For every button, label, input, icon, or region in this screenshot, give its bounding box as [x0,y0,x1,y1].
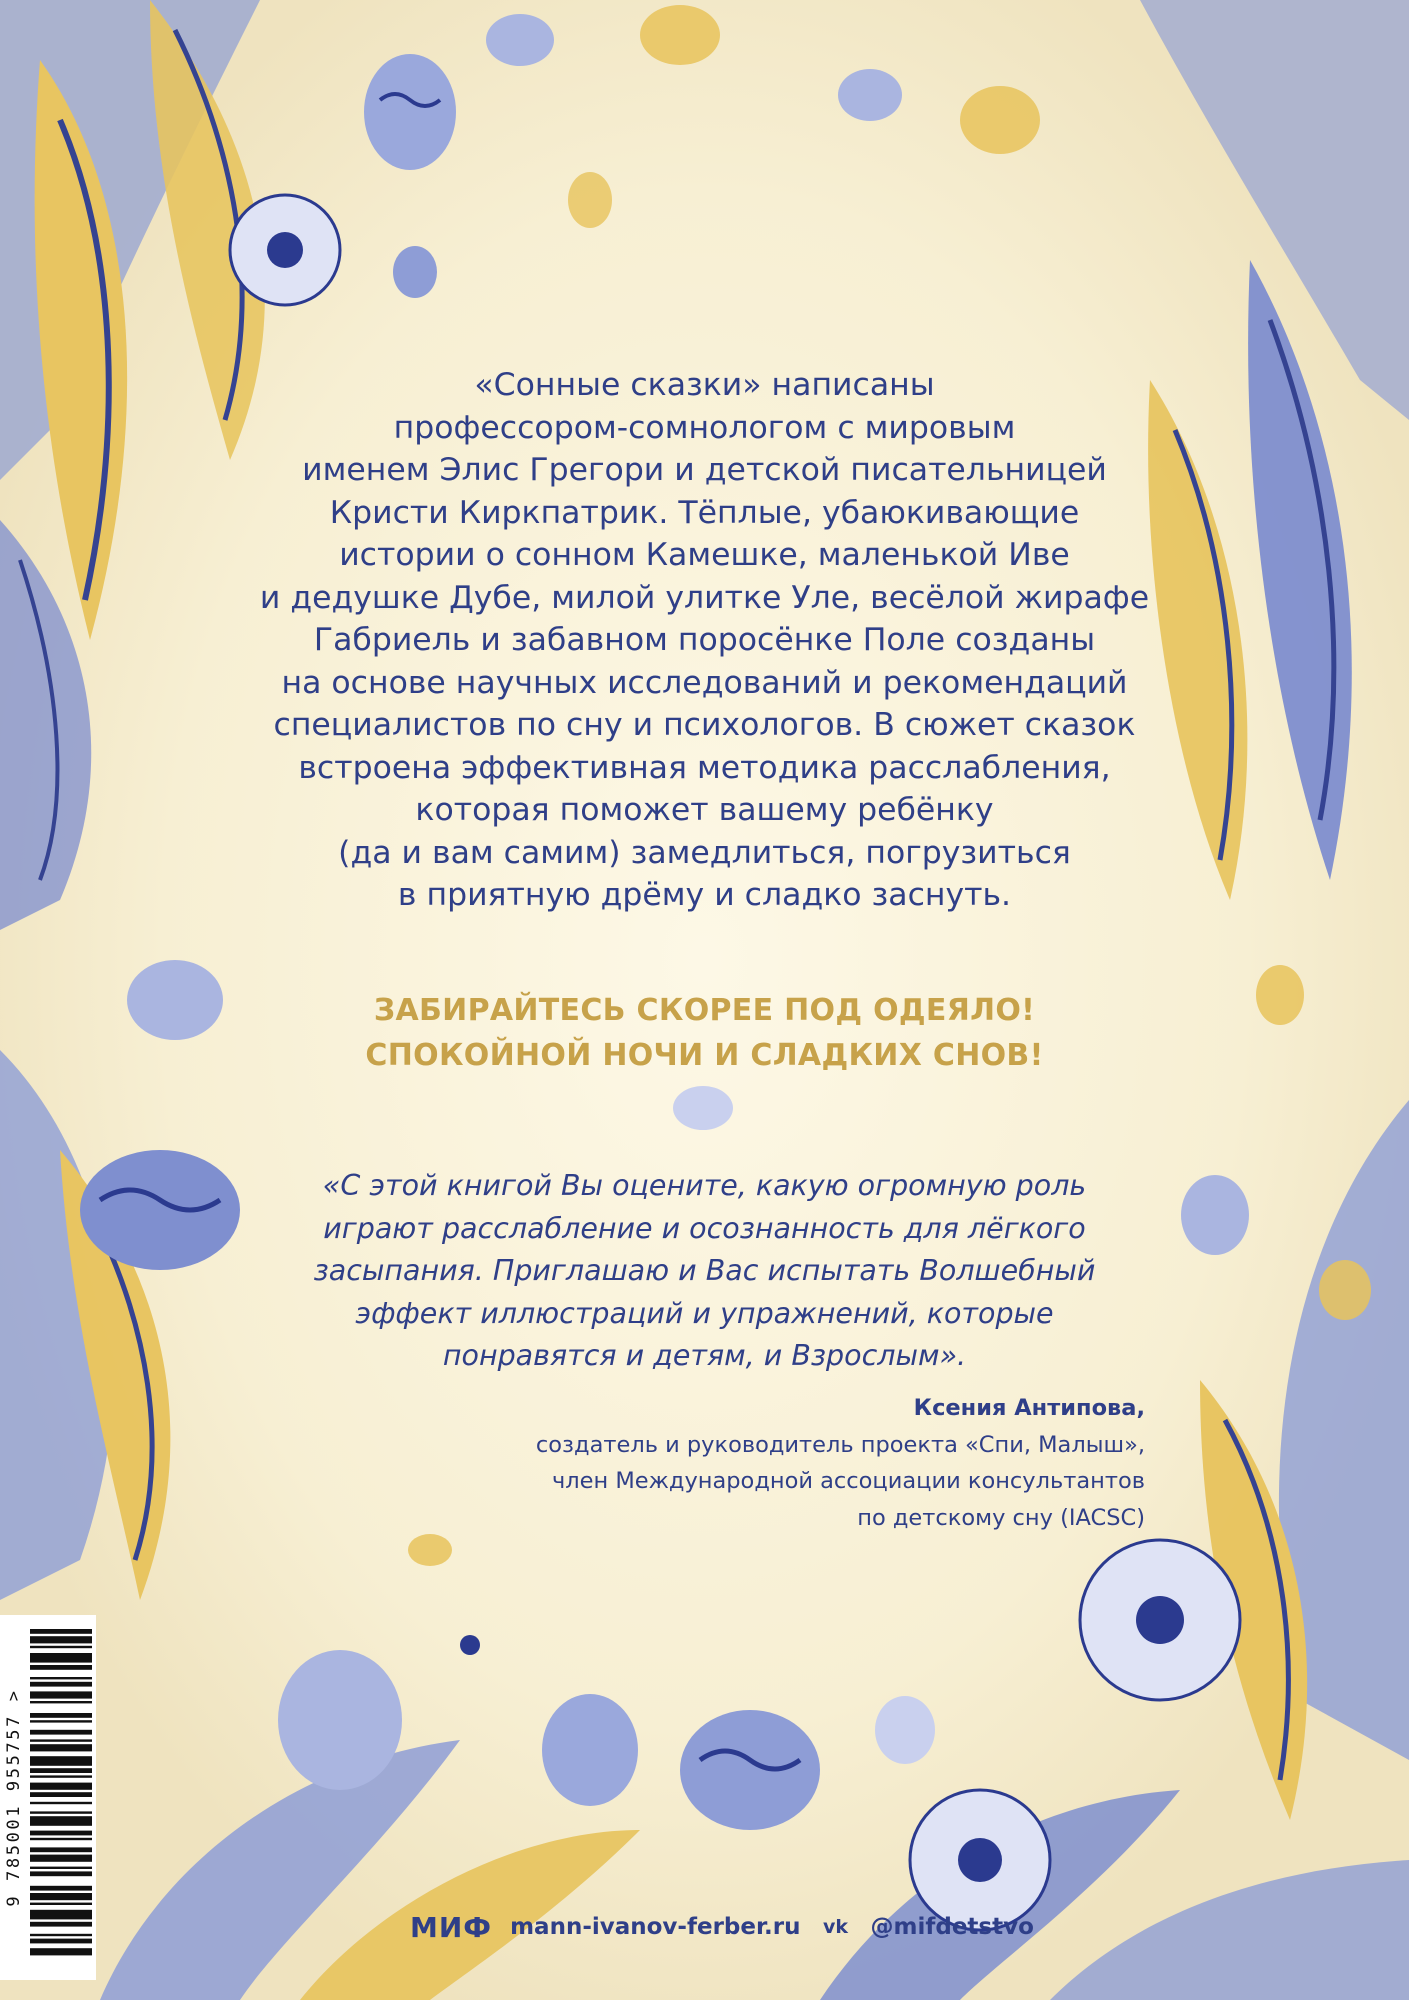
description-line: в приятную дрёму и сладко заснуть. [397,877,1012,913]
barcode-bar [30,1677,92,1679]
barcode-bar [30,1948,92,1955]
barcode-bar [30,1720,92,1722]
barcode-bar [30,1665,92,1670]
quote-line: играют расслабление и осознанность для лёгкого [323,1211,1086,1245]
barcode-bar [30,1701,92,1703]
barcode-bar [30,1922,92,1927]
barcode-bar [30,1653,92,1663]
author-role-line: по детскому сну (IACSC) [857,1504,1145,1531]
callout-line-2: СПОКОЙНОЙ НОЧИ И СЛАДКИХ СНОВ! [365,1038,1044,1073]
barcode-bar [30,1730,92,1735]
barcode-bar [30,1792,92,1797]
testimonial-quote [280,1165,1129,1378]
barcode-bar [30,1691,92,1698]
barcode-bar [30,1739,92,1741]
barcode-bar [30,1903,92,1905]
author-role-line: член Международной ассоциации консультантов [552,1468,1145,1494]
description-line: Кристи Киркпатрик. Тёплые, убаюкивающие [329,494,1080,531]
description-line: специалистов по сну и психологов. В сюжет сказок [273,707,1136,743]
isbn-number: 9 785001 955757 > [4,1688,24,1907]
barcode-bar [30,1886,92,1891]
description-line: (да и вам самим) замедлиться, погрузиться [338,834,1071,871]
barcode-bar [30,1802,92,1804]
barcode-bar [30,1934,92,1936]
barcode-bar [30,1867,92,1869]
book-description [240,364,1169,917]
publisher-logo: МИФ [410,1910,493,1944]
description-line: именем Элис Грегори и детской писательницей [302,452,1107,488]
isbn-digits [2,1615,26,1980]
barcode-bar [30,1744,92,1751]
barcode-bar [30,1831,92,1836]
callout-heading [240,988,1169,1078]
quote-line: «С этой книгой Вы оцените, какую огромную роль [322,1169,1087,1202]
barcode-bar [30,1893,92,1900]
quote-line: эффект иллюстраций и упражнений, которые [355,1296,1054,1330]
barcode-bar [30,1855,92,1862]
barcode-bar [30,1775,92,1777]
barcode-bar [30,1910,92,1920]
quote-line: засыпания. Приглашаю и Вас испытать Волшебный [313,1254,1096,1287]
description-line: «Сонные сказки» написаны [474,367,935,403]
barcode-bar [30,1838,92,1840]
barcode-bar [30,1756,92,1766]
barcode-bar [30,1713,92,1718]
publisher-website-link[interactable]: mann-ivanov-ferber.ru [510,1914,801,1940]
description-line: на основе научных исследований и рекомендаций [281,664,1128,701]
barcode-bar [30,1636,92,1643]
description-line: встроена эффективная методика расслабления, [298,749,1111,786]
quote-author: Ксения Антипова, [913,1395,1145,1421]
barcode-bar [30,1768,92,1773]
description-line: профессором-сомнологом с мировым [393,409,1016,446]
barcode-bar [30,1629,92,1634]
quote-attribution [445,1390,1145,1536]
publisher-footer [410,1903,1034,1951]
quote-line: понравятся и детям, и Взрослым». [442,1339,967,1372]
barcode-bar [30,1939,92,1944]
description-line: и дедушке Дубе, милой улитке Уле, весёлой жирафе [259,579,1150,616]
callout-line-1: ЗАБИРАЙТЕСЬ СКОРЕЕ ПОД ОДЕЯЛО! [373,993,1036,1028]
description-line: Габриель и забавном поросёнке Поле созданы [313,622,1096,658]
barcode-bar [30,1646,92,1648]
author-role-line: создатель и руководитель проекта «Спи, Малыш», [535,1431,1145,1458]
vk-icon[interactable]: vk [822,1916,849,1938]
social-handle-link[interactable]: @mifdetstvo [870,1914,1034,1940]
description-line: истории о сонном Камешке, маленькой Иве [339,537,1070,573]
description-line: которая поможет вашему ребёнку [415,792,994,828]
barcode-bar [30,1816,92,1826]
barcode-bar [30,1682,92,1687]
barcode-bar [30,1847,92,1852]
barcode-bar [30,1811,92,1813]
barcode-bar [30,1871,92,1876]
barcode-bar [30,1783,92,1790]
